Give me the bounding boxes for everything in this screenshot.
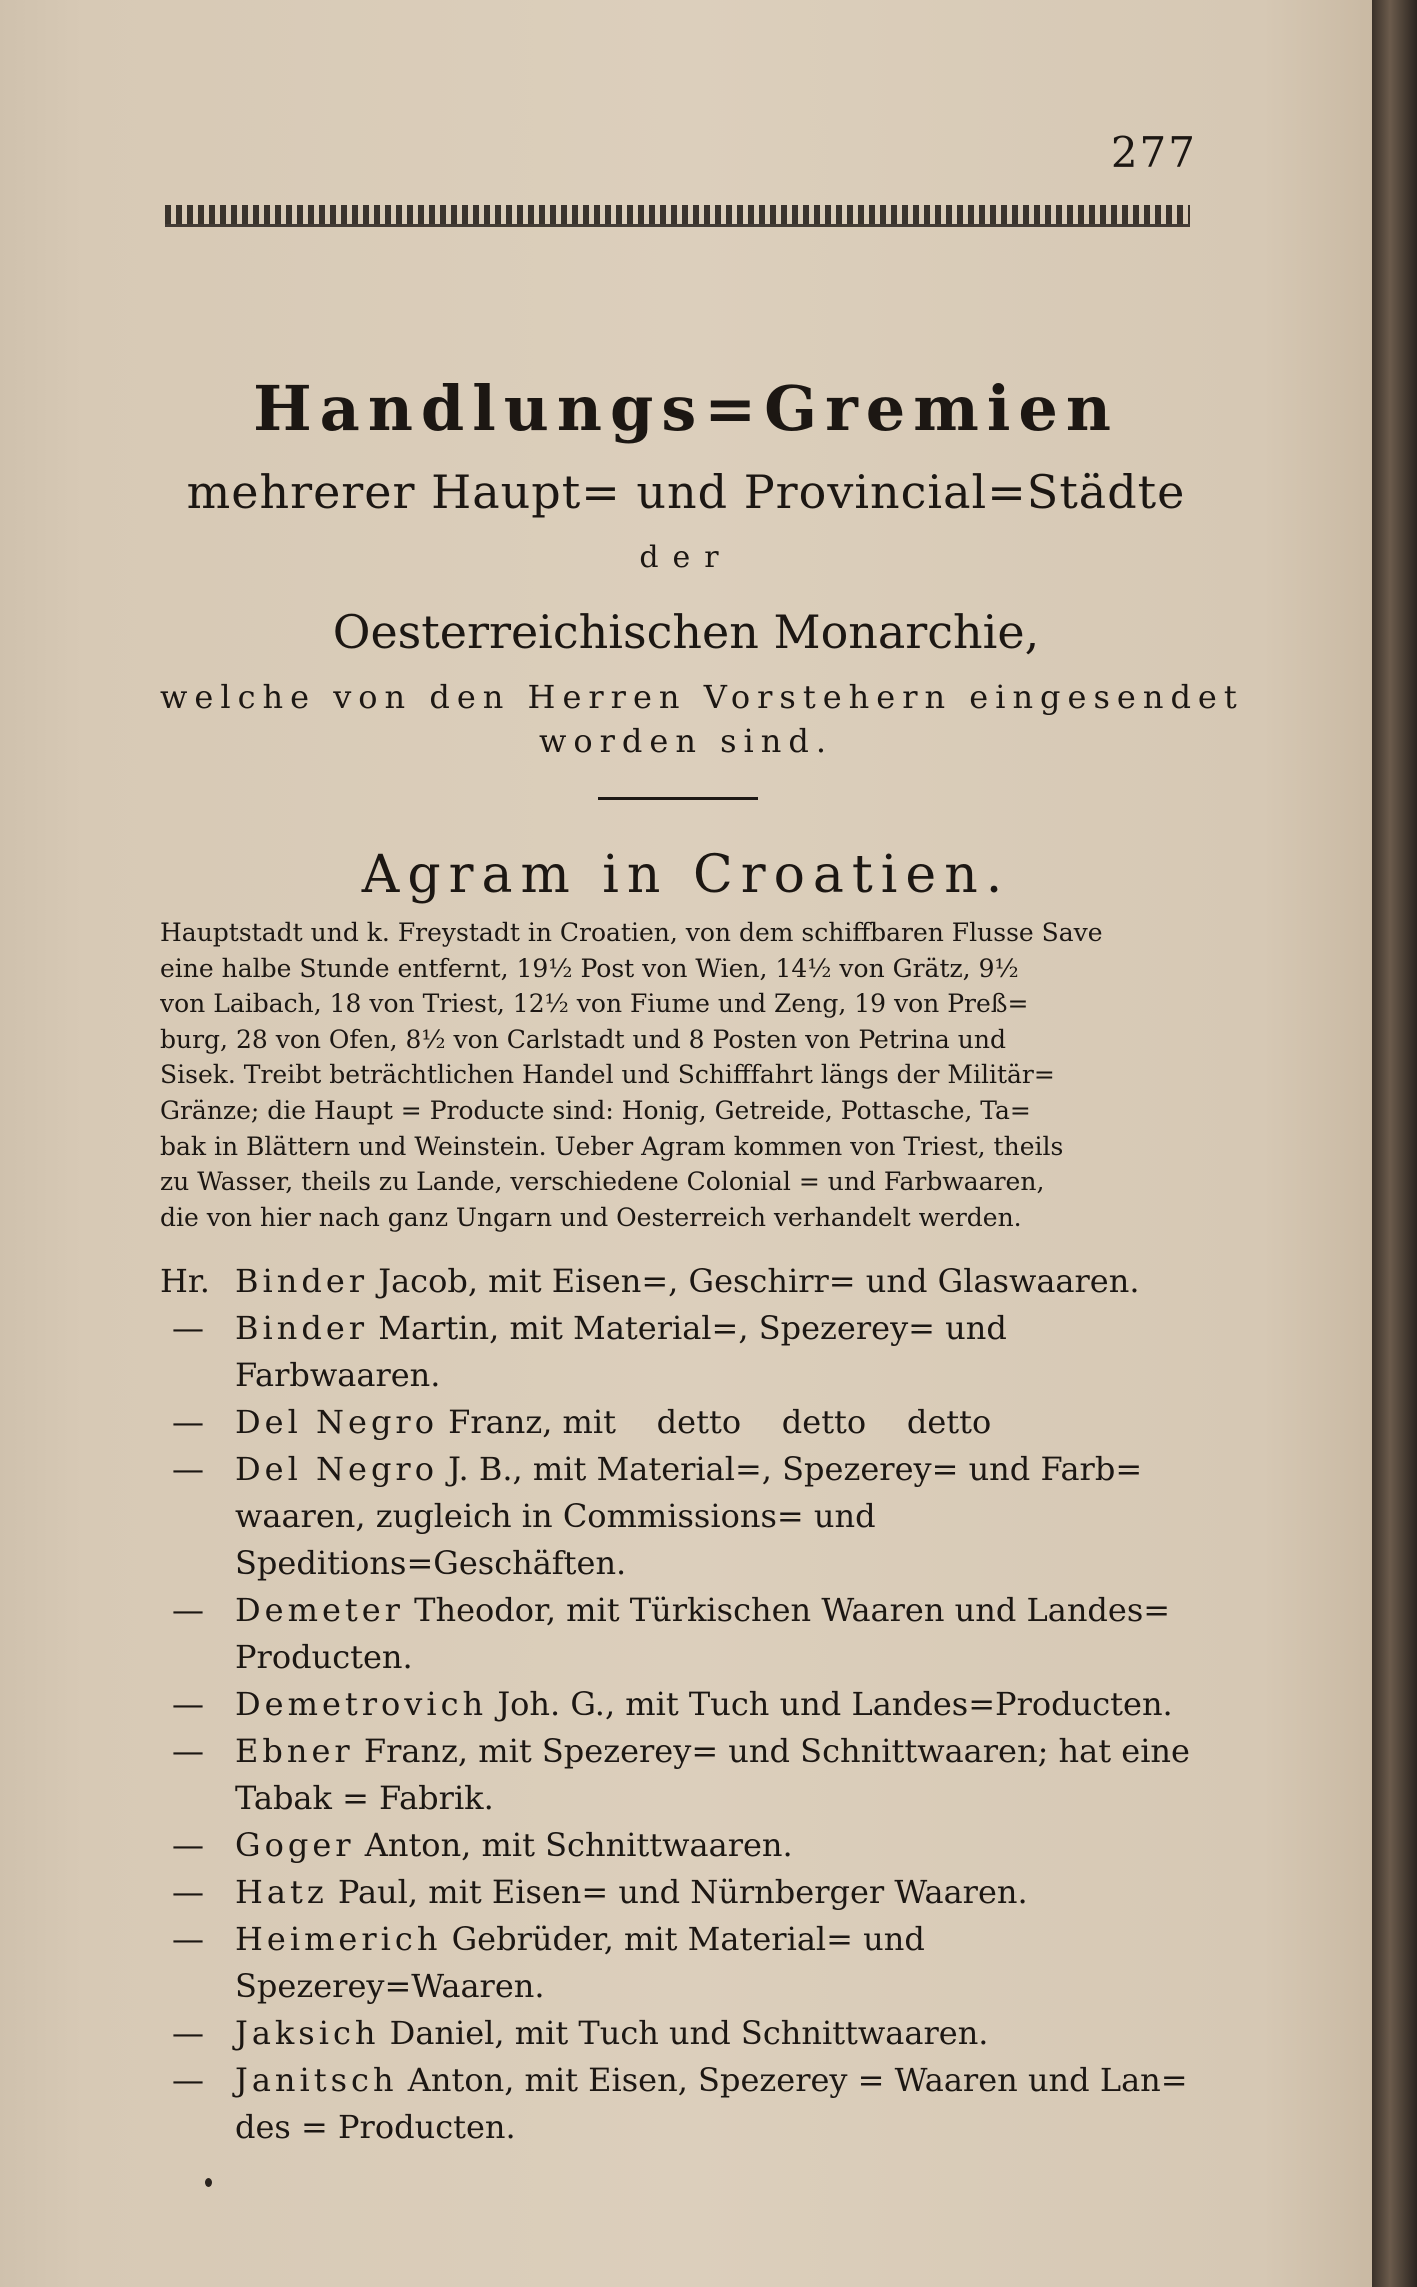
merchant-details: Gebrüder, mit Material= und Spezerey=Waaren. (235, 1920, 925, 2005)
merchant-entry (160, 1822, 1210, 1869)
description-line: bak in Blättern und Weinstein. Ueber Agram kommen von Triest, theils (160, 1131, 1064, 1161)
entry-dash: — (172, 1873, 204, 1911)
entry-dash: — (172, 1309, 204, 1347)
merchant-details: Franz, mit Spezerey= und Schnittwaaren; hat eine (363, 1732, 1190, 1770)
merchant-entry (160, 1587, 1210, 1681)
page-title: Handlungs=Gremien (253, 372, 1119, 445)
page-subtitle: mehrerer Haupt= und Provincial=Städte (186, 465, 1186, 519)
merchant-details-continued: waaren, zugleich in Commissions= und Speditions=Geschäften. (235, 1497, 876, 1582)
entry-dash: — (172, 1732, 204, 1770)
entry-dash: — (172, 2014, 204, 2052)
merchant-list (160, 1258, 1210, 2151)
entry-dash: — (172, 1826, 204, 1864)
merchant-surname: Demeter (235, 1591, 404, 1629)
page-number: 277 (1110, 128, 1197, 177)
merchant-surname: Hatz (235, 1873, 328, 1911)
merchant-surname: Jaksich (235, 2014, 380, 2052)
merchant-details: Daniel, mit Tuch und Schnittwaaren. (389, 2014, 989, 2052)
description-line: zu Wasser, theils zu Lande, verschiedene Colonial = und Farbwaaren, (160, 1167, 1045, 1197)
monarchy-heading: Oesterreichischen Monarchie, (332, 605, 1040, 659)
ink-speck (205, 2178, 212, 2187)
book-edge (1372, 0, 1417, 2287)
merchant-details: Theodor, mit Türkischen Waaren und Landes= (414, 1591, 1171, 1629)
merchant-surname: Janitsch (235, 2061, 398, 2099)
merchant-details: Anton, mit Eisen, Spezerey = Waaren und Lan= (407, 2061, 1188, 2099)
merchant-surname: Goger (235, 1826, 355, 1864)
entry-dash: — (172, 1403, 204, 1441)
entry-dash: — (172, 1685, 204, 1723)
entry-dash: — (172, 1591, 204, 1629)
submission-note-line-1: welche von den Herren Vorstehern eingesendet (160, 678, 1244, 716)
merchant-details: Franz, mit detto detto detto (448, 1403, 992, 1441)
merchant-surname: Binder (235, 1262, 369, 1300)
merchant-details-continued: des = Producten. (235, 2108, 516, 2146)
merchant-details-continued: Producten. (235, 1638, 413, 1676)
description-line: eine halbe Stunde entfernt, 19½ Post von Wien, 14½ von Grätz, 9½ (160, 953, 1019, 983)
merchant-entry (160, 1916, 1210, 2010)
description-line: Hauptstadt und k. Freystadt in Croatien, von dem schiffbaren Flusse Save (160, 918, 1103, 947)
merchant-details: Anton, mit Schnittwaaren. (364, 1826, 793, 1864)
merchant-details: Paul, mit Eisen= und Nürnberger Waaren. (337, 1873, 1028, 1911)
submission-note-line-2: worden sind. (538, 722, 834, 760)
entry-prefix: Hr. (160, 1262, 210, 1300)
merchant-entry (160, 1399, 1210, 1446)
entry-dash: — (172, 1920, 204, 1958)
ornamental-rule (165, 205, 1190, 227)
merchant-surname: Demetrovich (235, 1685, 488, 1723)
merchant-details: J. B., mit Material=, Spezerey= und Farb= (448, 1450, 1143, 1488)
merchant-surname: Del Negro (235, 1403, 438, 1441)
merchant-entry (160, 1258, 1210, 1305)
city-description (160, 915, 1205, 1235)
description-line: von Laibach, 18 von Triest, 12½ von Fiume und Zeng, 19 von Preß= (160, 989, 1029, 1019)
merchant-details: Joh. G., mit Tuch und Landes=Producten. (497, 1685, 1173, 1723)
description-line: die von hier nach ganz Ungarn und Oesterreich verhandelt werden. (160, 1202, 1022, 1232)
merchant-details: Jacob, mit Eisen=, Geschirr= und Glaswaaren. (378, 1262, 1140, 1300)
section-divider (598, 797, 758, 800)
merchant-entry (160, 1681, 1210, 1728)
merchant-entry (160, 2010, 1210, 2057)
merchant-surname: Binder (235, 1309, 369, 1347)
merchant-surname: Del Negro (235, 1450, 438, 1488)
description-line: burg, 28 von Ofen, 8½ von Carlstadt und 8 Posten von Petrina und (160, 1024, 1006, 1054)
merchant-details: Martin, mit Material=, Spezerey= und Farbwaaren. (235, 1309, 1007, 1394)
description-line: Sisek. Treibt beträchtlichen Handel und Schifffahrt längs der Militär= (160, 1060, 1055, 1090)
merchant-entry (160, 1728, 1210, 1822)
merchant-surname: Ebner (235, 1732, 354, 1770)
description-line: Gränze; die Haupt = Producte sind: Honig, Getreide, Pottasche, Ta= (160, 1095, 1031, 1125)
merchant-surname: Heimerich (235, 1920, 442, 1958)
merchant-details-continued: Tabak = Fabrik. (235, 1779, 494, 1817)
merchant-entry (160, 1446, 1210, 1587)
entry-dash: — (172, 2061, 204, 2099)
subtitle-der: der (639, 540, 733, 575)
merchant-entry (160, 1305, 1210, 1399)
city-heading: Agram in Croatien. (361, 845, 1011, 905)
merchant-entry (160, 1869, 1210, 1916)
entry-dash: — (172, 1450, 204, 1488)
merchant-entry (160, 2057, 1210, 2151)
